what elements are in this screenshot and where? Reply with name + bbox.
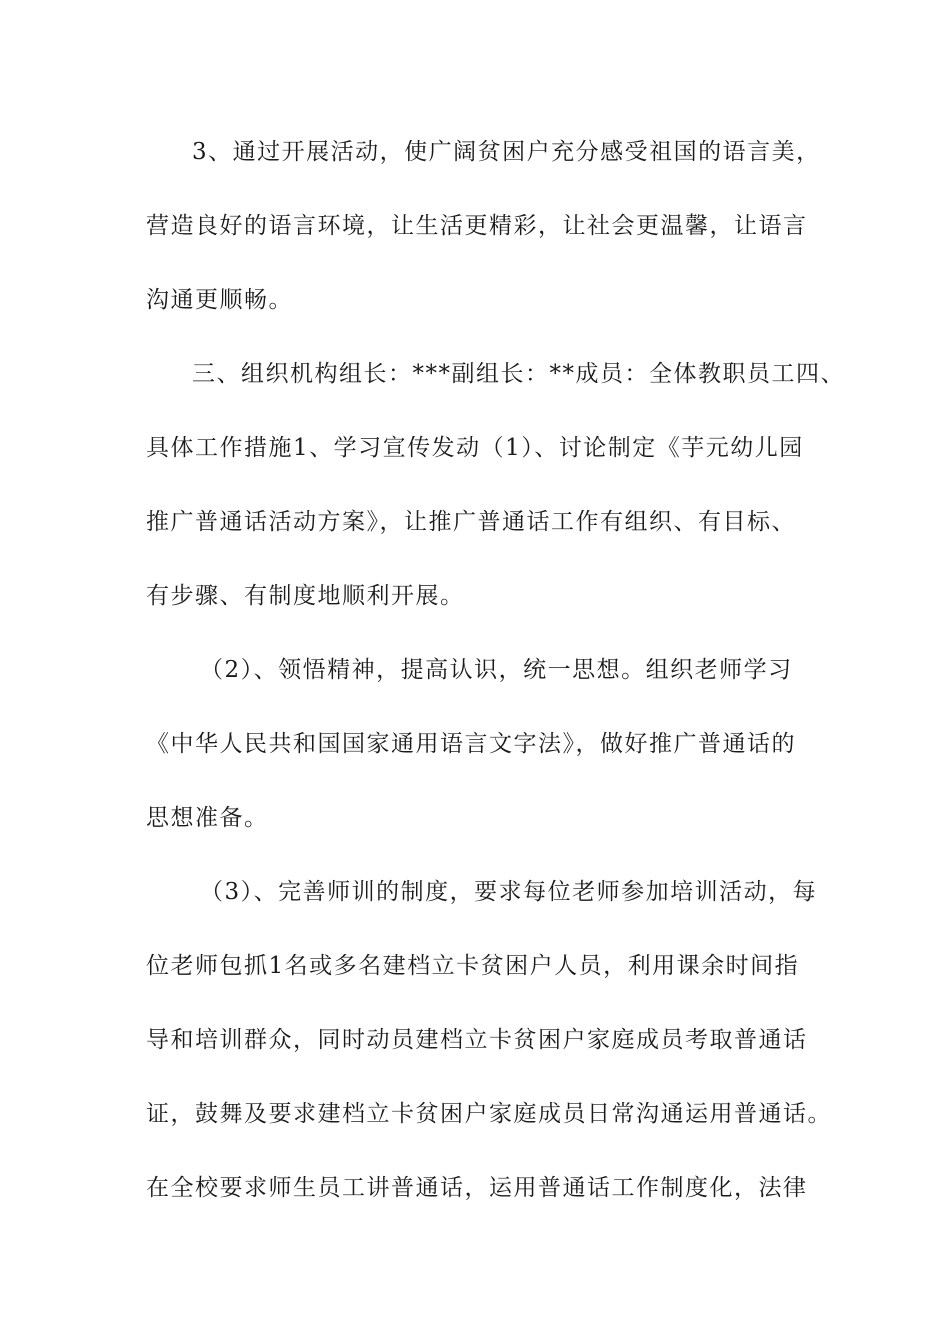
paragraph-line-10: 思想准备。 — [146, 805, 269, 831]
paragraph-line-6: 推广普通话活动方案》，让推广普通话工作有组织、有目标、 — [146, 509, 796, 535]
paragraph-line-8: （2）、领悟精神，提高认识，统一思想。组织老师学习 — [200, 657, 793, 683]
paragraph-line-2: 营造良好的语言环境，让生活更精彩，让社会更温馨，让语言 — [146, 213, 808, 239]
paragraph-line-12: 位老师包抓1名或多名建档立卡贫困户人员，利用课余时间指 — [146, 953, 800, 979]
paragraph-line-15: 在全校要求师生员工讲普通话，运用普通话工作制度化，法律 — [146, 1175, 808, 1201]
paragraph-line-11: （3）、完善师训的制度，要求每位老师参加培训活动，每 — [200, 879, 818, 905]
paragraph-line-7: 有步骤、有制度地顺利开展。 — [146, 583, 465, 609]
paragraph-line-9: 《中华人民共和国国家通用语言文字法》，做好推广普通话的 — [146, 731, 796, 757]
paragraph-line-3: 沟通更顺畅。 — [146, 287, 293, 313]
paragraph-line-5: 具体工作措施1、学习宣传发动（1）、讨论制定《芋元幼儿园 — [146, 435, 804, 461]
paragraph-line-1: 3、通过开展活动，使广阔贫困户充分感受祖国的语言美， — [192, 139, 821, 165]
paragraph-line-4: 三、组织机构组长：***副组长：**成员：全体教职员工四、 — [192, 361, 845, 387]
paragraph-line-13: 导和培训群众，同时动员建档立卡贫困户家庭成员考取普通话 — [146, 1027, 808, 1053]
paragraph-line-14: 证，鼓舞及要求建档立卡贫困户家庭成员日常沟通运用普通话。 — [146, 1101, 832, 1127]
